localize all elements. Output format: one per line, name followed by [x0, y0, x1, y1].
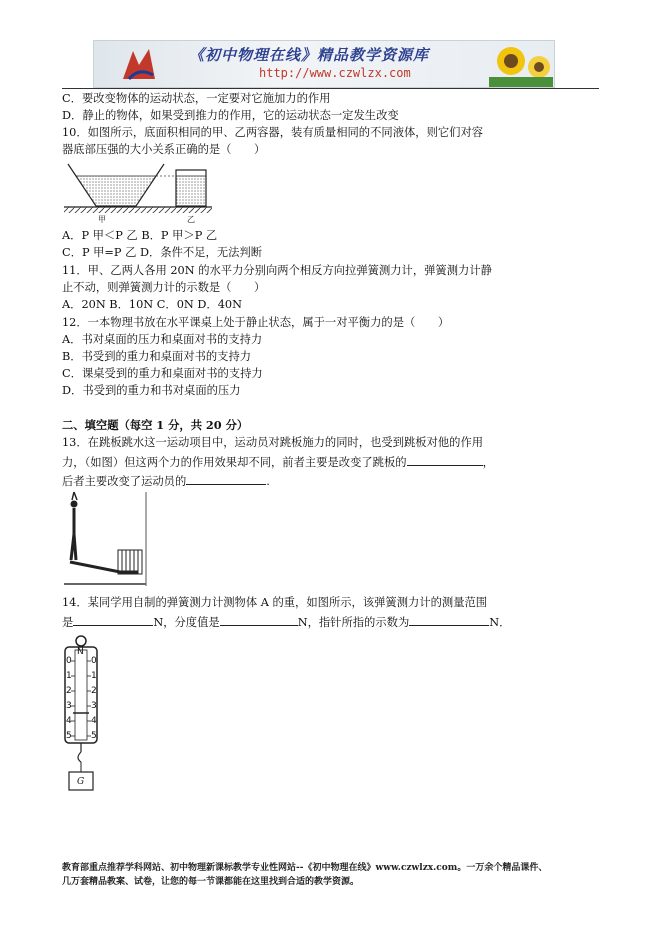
q12-option-a: A．书对桌面的压力和桌面对书的支持力 — [62, 333, 263, 346]
q12-stem: 12．一本物理书放在水平课桌上处于静止状态，属于一对平衡力的是（ ） — [62, 316, 450, 329]
q14-blank-reading[interactable] — [409, 613, 489, 626]
q11-stem-line1: 11．甲、乙两人各用 20N 的水平力分别向两个相反方向拉弹簧测力计，弹簧测力计静 — [62, 264, 492, 277]
q14-line2: 是 N，分度值是 N，指针所指的示数为 N． — [62, 613, 510, 631]
q10-options-ab: A．P 甲＜P 乙 B．P 甲＞P 乙 — [62, 229, 218, 242]
sunflower-icon — [489, 41, 553, 87]
q14-spring-scale-figure: N 0 1 2 3 4 5 0 1 2 3 4 5 G — [62, 634, 102, 794]
header-banner — [93, 40, 555, 88]
site-logo-icon — [119, 45, 159, 83]
header-rule — [62, 88, 599, 89]
q12-option-c: C．课桌受到的重力和桌面对书的支持力 — [62, 367, 263, 380]
banner-title: 《初中物理在线》精品教学资源库 — [189, 46, 430, 64]
q13-line2-text: 力，（如图）但这两个力的作用效果却不同，前者主要是改变了跳板的 — [62, 456, 407, 469]
q9-option-d: D．静止的物体，如果受到推力的作用，它的运动状态一定发生改变 — [62, 109, 399, 122]
banner-url: http://www.czwlzx.com — [259, 66, 411, 80]
q13-line3: 后者主要改变了运动员的 . — [62, 472, 270, 490]
q10-stem-line1: 10．如图所示，底面积相同的甲、乙两容器，装有质量相同的不同液体，则它们对容 — [62, 126, 484, 139]
q12-option-b: B．书受到的重力和桌面对书的支持力 — [62, 350, 252, 363]
q14-blank-range[interactable] — [73, 613, 153, 626]
q13-blank-2[interactable] — [186, 472, 266, 485]
q10-containers-figure — [62, 160, 222, 224]
q14-blank-division[interactable] — [220, 613, 298, 626]
section-fill-in-title: 二、填空题（每空 1 分，共 20 分） — [62, 418, 249, 432]
q13-line2: 力，（如图）但这两个力的作用效果却不同，前者主要是改变了跳板的 ， — [62, 453, 494, 471]
weight-label: G — [77, 777, 85, 787]
q11-options: A．20N B．10N C．0N D．40N — [62, 298, 242, 311]
footer-line2: 几万套精品教案、试卷，让您的每一节课都能在这里找到合适的教学资源。 — [62, 877, 360, 887]
q9-option-c: C．要改变物体的运动状态，一定要对它施加力的作用 — [62, 92, 331, 105]
q11-stem-line2: 止不动，则弹簧测力计的示数是（ ） — [62, 281, 266, 294]
q13-blank-1[interactable] — [407, 453, 483, 466]
container-b-liquid — [176, 176, 206, 206]
q13-line3-text: 后者主要改变了运动员的 — [62, 475, 187, 488]
q10-stem-line2: 器底部压强的大小关系正确的是（ ） — [62, 143, 266, 156]
scale-unit-label: N — [77, 647, 84, 657]
q13-diver-figure — [62, 490, 148, 588]
footer-line1: 教育部重点推荐学科网站、初中物理新课标教学专业性网站--《初中物理在线》www.czwlzx.com。一万余个精品课件、 — [62, 863, 548, 873]
q13-line1: 13．在跳板跳水这一运动项目中，运动员对跳板施力的同时，也受到跳板对他的作用 — [62, 436, 484, 449]
q12-option-d: D．书受到的重力和书对桌面的压力 — [62, 384, 241, 397]
q10-label-yi: 乙 — [187, 215, 195, 224]
q14-line1: 14．某同学用自制的弹簧测力计测物体 A 的重，如图所示，该弹簧测力计的测量范围 — [62, 596, 488, 609]
q10-label-jia: 甲 — [98, 215, 106, 224]
q10-options-cd: C．P 甲=P 乙 D．条件不足，无法判断 — [62, 246, 263, 259]
container-a-liquid — [76, 176, 156, 206]
